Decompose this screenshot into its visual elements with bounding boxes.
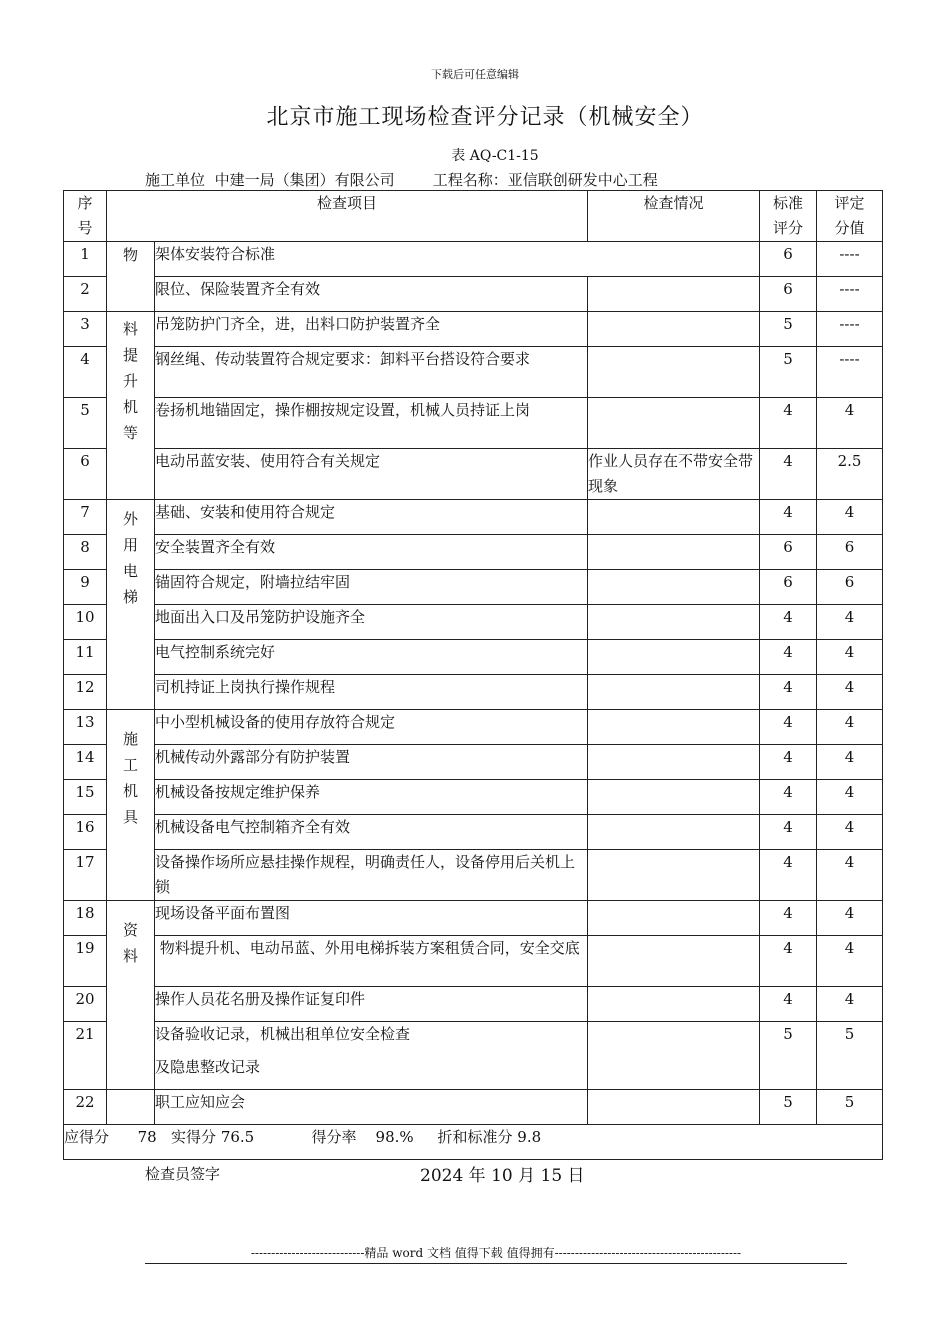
table-row xyxy=(64,312,883,347)
row-score: 4 xyxy=(817,745,883,780)
row-condition xyxy=(588,745,760,780)
summary-cell xyxy=(64,1125,883,1160)
page-title: 北京市施工现场检查评分记录（机械安全） xyxy=(266,105,704,130)
row-standard: 4 xyxy=(760,605,817,640)
row-standard: 6 xyxy=(760,242,817,277)
row-condition xyxy=(588,500,760,535)
summary-row xyxy=(64,1125,883,1160)
row-standard: 4 xyxy=(760,500,817,535)
row-item: 机械设备电气控制箱齐全有效 xyxy=(155,815,588,850)
category-elevator: 外用电梯 xyxy=(107,500,155,710)
row-item: 操作人员花名册及操作证复印件 xyxy=(155,987,588,1022)
category-hoist-a: 物 xyxy=(107,242,155,312)
row-condition xyxy=(588,398,760,449)
converted-score-label: 折和标准分 xyxy=(437,1128,513,1146)
row-no: 1 xyxy=(64,242,107,277)
row-item: 职工应知应会 xyxy=(155,1090,588,1125)
row-item: 物料提升机、电动吊蓝、外用电梯拆装方案租赁合同，安全交底 xyxy=(155,936,588,987)
row-condition xyxy=(588,901,760,936)
row-no: 12 xyxy=(64,675,107,710)
table-row xyxy=(64,901,883,936)
row-score: 5 xyxy=(817,1022,883,1090)
row-score: 4 xyxy=(817,640,883,675)
row-score: 2.5 xyxy=(817,449,883,500)
row-standard: 4 xyxy=(760,850,817,901)
row-no: 7 xyxy=(64,500,107,535)
row-standard: 5 xyxy=(760,347,817,398)
table-row xyxy=(64,780,883,815)
row-item: 电动吊蓝安装、使用符合有关规定 xyxy=(155,449,588,500)
table-row xyxy=(64,449,883,500)
row-item: 司机持证上岗执行操作规程 xyxy=(155,675,588,710)
row-score: ---- xyxy=(817,347,883,398)
row-item: 安全装置齐全有效 xyxy=(155,535,588,570)
row-score: 6 xyxy=(817,535,883,570)
inspector-signature-label: 检查员签字 xyxy=(145,1165,221,1183)
inspection-table xyxy=(63,190,883,1160)
row-item: 基础、安装和使用符合规定 xyxy=(155,500,588,535)
converted-score-value: 9.8 xyxy=(517,1128,542,1146)
table-row xyxy=(64,605,883,640)
row-no: 8 xyxy=(64,535,107,570)
row-condition xyxy=(588,780,760,815)
row-item xyxy=(155,1022,588,1090)
top-note: 下载后可任意编辑 xyxy=(431,68,519,81)
table-row xyxy=(64,987,883,1022)
row-score: 4 xyxy=(817,398,883,449)
row-no: 6 xyxy=(64,449,107,500)
row-item-line1: 设备验收记录，机械出租单位安全检查 xyxy=(155,1025,411,1043)
row-item: 机械传动外露部分有防护装置 xyxy=(155,745,588,780)
row-item: 设备操作场所应悬挂操作规程，明确责任人，设备停用后关机上锁 xyxy=(155,850,588,901)
table-row xyxy=(64,745,883,780)
header-no: 序号 xyxy=(64,191,107,242)
bottom-divider xyxy=(145,1263,847,1264)
row-no: 11 xyxy=(64,640,107,675)
row-score: ---- xyxy=(817,242,883,277)
header-item: 检查项目 xyxy=(107,191,588,242)
row-standard: 5 xyxy=(760,312,817,347)
row-no: 17 xyxy=(64,850,107,901)
row-no: 15 xyxy=(64,780,107,815)
row-no: 18 xyxy=(64,901,107,936)
table-row xyxy=(64,500,883,535)
row-item: 中小型机械设备的使用存放符合规定 xyxy=(155,710,588,745)
row-no: 4 xyxy=(64,347,107,398)
row-item-line2: 及隐患整改记录 xyxy=(155,1058,261,1076)
row-standard: 4 xyxy=(760,745,817,780)
row-standard: 4 xyxy=(760,815,817,850)
table-row xyxy=(64,936,883,987)
table-row xyxy=(64,640,883,675)
row-item: 卷扬机地锚固定，操作棚按规定设置，机械人员持证上岗 xyxy=(155,398,588,449)
table-row xyxy=(64,398,883,449)
table-row xyxy=(64,535,883,570)
row-standard: 6 xyxy=(760,277,817,312)
row-score: 4 xyxy=(817,500,883,535)
header-standard: 标准评分 xyxy=(760,191,817,242)
table-row xyxy=(64,1022,883,1090)
row-condition xyxy=(588,605,760,640)
row-item: 架体安装符合标准 xyxy=(155,242,760,277)
row-item: 机械设备按规定维护保养 xyxy=(155,780,588,815)
row-score: 4 xyxy=(817,605,883,640)
row-standard: 4 xyxy=(760,675,817,710)
project-value: 亚信联创研发中心工程 xyxy=(507,171,658,189)
bottom-banner: ----------------------------精品 word 文档 值得下载 值得拥有---------------------------------------------- xyxy=(250,1246,742,1260)
unit-label: 施工单位 xyxy=(145,171,206,189)
row-standard: 4 xyxy=(760,449,817,500)
row-condition xyxy=(588,312,760,347)
category-empty xyxy=(107,1090,155,1125)
row-item: 现场设备平面布置图 xyxy=(155,901,588,936)
row-condition xyxy=(588,710,760,745)
row-score: 4 xyxy=(817,780,883,815)
row-condition xyxy=(588,535,760,570)
row-no: 3 xyxy=(64,312,107,347)
table-row xyxy=(64,675,883,710)
row-no: 20 xyxy=(64,987,107,1022)
row-item: 地面出入口及吊笼防护设施齐全 xyxy=(155,605,588,640)
category-hoist-b: 料提升机等 xyxy=(107,312,155,500)
row-no: 19 xyxy=(64,936,107,987)
row-condition xyxy=(588,640,760,675)
table-row xyxy=(64,242,883,277)
row-no: 9 xyxy=(64,570,107,605)
row-score: ---- xyxy=(817,312,883,347)
row-condition xyxy=(588,987,760,1022)
row-standard: 4 xyxy=(760,780,817,815)
row-condition xyxy=(588,1022,760,1090)
row-item: 吊笼防护门齐全，进，出料口防护装置齐全 xyxy=(155,312,588,347)
row-score: 4 xyxy=(817,850,883,901)
row-condition xyxy=(588,815,760,850)
row-item: 限位、保险装置齐全有效 xyxy=(155,277,588,312)
inspection-date: 2024 年 10 月 15 日 xyxy=(420,1166,585,1186)
row-standard: 5 xyxy=(760,1022,817,1090)
row-score: 4 xyxy=(817,815,883,850)
row-score: 4 xyxy=(817,987,883,1022)
row-no: 5 xyxy=(64,398,107,449)
should-score-value: 78 xyxy=(137,1128,157,1146)
row-condition xyxy=(588,1090,760,1125)
row-condition: 作业人员存在不带安全带现象 xyxy=(588,449,760,500)
row-standard: 4 xyxy=(760,901,817,936)
row-item: 钢丝绳、传动装置符合规定要求：卸料平台搭设符合要求 xyxy=(155,347,588,398)
table-row xyxy=(64,277,883,312)
row-condition xyxy=(588,277,760,312)
row-score: ---- xyxy=(817,277,883,312)
table-row xyxy=(64,570,883,605)
row-no: 13 xyxy=(64,710,107,745)
row-score: 4 xyxy=(817,901,883,936)
header-score: 评定分值 xyxy=(817,191,883,242)
row-item: 电气控制系统完好 xyxy=(155,640,588,675)
should-score-label: 应得分 xyxy=(64,1128,110,1146)
table-header-row xyxy=(64,191,883,242)
actual-score-value: 76.5 xyxy=(220,1128,255,1146)
row-condition xyxy=(588,347,760,398)
row-score: 4 xyxy=(817,675,883,710)
row-standard: 4 xyxy=(760,936,817,987)
row-condition xyxy=(588,570,760,605)
row-standard: 6 xyxy=(760,535,817,570)
unit-project-line xyxy=(145,169,658,190)
row-standard: 5 xyxy=(760,1090,817,1125)
row-standard: 4 xyxy=(760,398,817,449)
row-no: 22 xyxy=(64,1090,107,1125)
row-score: 4 xyxy=(817,710,883,745)
score-rate-value: 98.% xyxy=(375,1128,414,1146)
row-standard: 4 xyxy=(760,710,817,745)
score-rate-label: 得分率 xyxy=(311,1128,357,1146)
row-no: 16 xyxy=(64,815,107,850)
row-no: 14 xyxy=(64,745,107,780)
unit-value: 中建一局（集团）有限公司 xyxy=(214,171,395,189)
row-score: 5 xyxy=(817,1090,883,1125)
row-standard: 4 xyxy=(760,640,817,675)
project-label: 工程名称： xyxy=(432,171,508,189)
row-condition xyxy=(588,675,760,710)
actual-score-label: 实得分 xyxy=(171,1128,217,1146)
row-score: 6 xyxy=(817,570,883,605)
row-standard: 4 xyxy=(760,987,817,1022)
category-tools: 施工机具 xyxy=(107,710,155,901)
row-condition xyxy=(588,936,760,987)
row-no: 2 xyxy=(64,277,107,312)
row-item: 锚固符合规定，附墙拉结牢固 xyxy=(155,570,588,605)
row-standard: 6 xyxy=(760,570,817,605)
row-no: 21 xyxy=(64,1022,107,1090)
table-row xyxy=(64,1090,883,1125)
row-score: 4 xyxy=(817,936,883,987)
form-number: 表 AQ-C1-15 xyxy=(451,148,539,164)
table-row xyxy=(64,850,883,901)
table-row xyxy=(64,347,883,398)
table-row xyxy=(64,815,883,850)
row-no: 10 xyxy=(64,605,107,640)
table-row xyxy=(64,710,883,745)
row-condition xyxy=(588,850,760,901)
category-documents: 资料 xyxy=(107,901,155,1090)
header-condition: 检查情况 xyxy=(588,191,760,242)
